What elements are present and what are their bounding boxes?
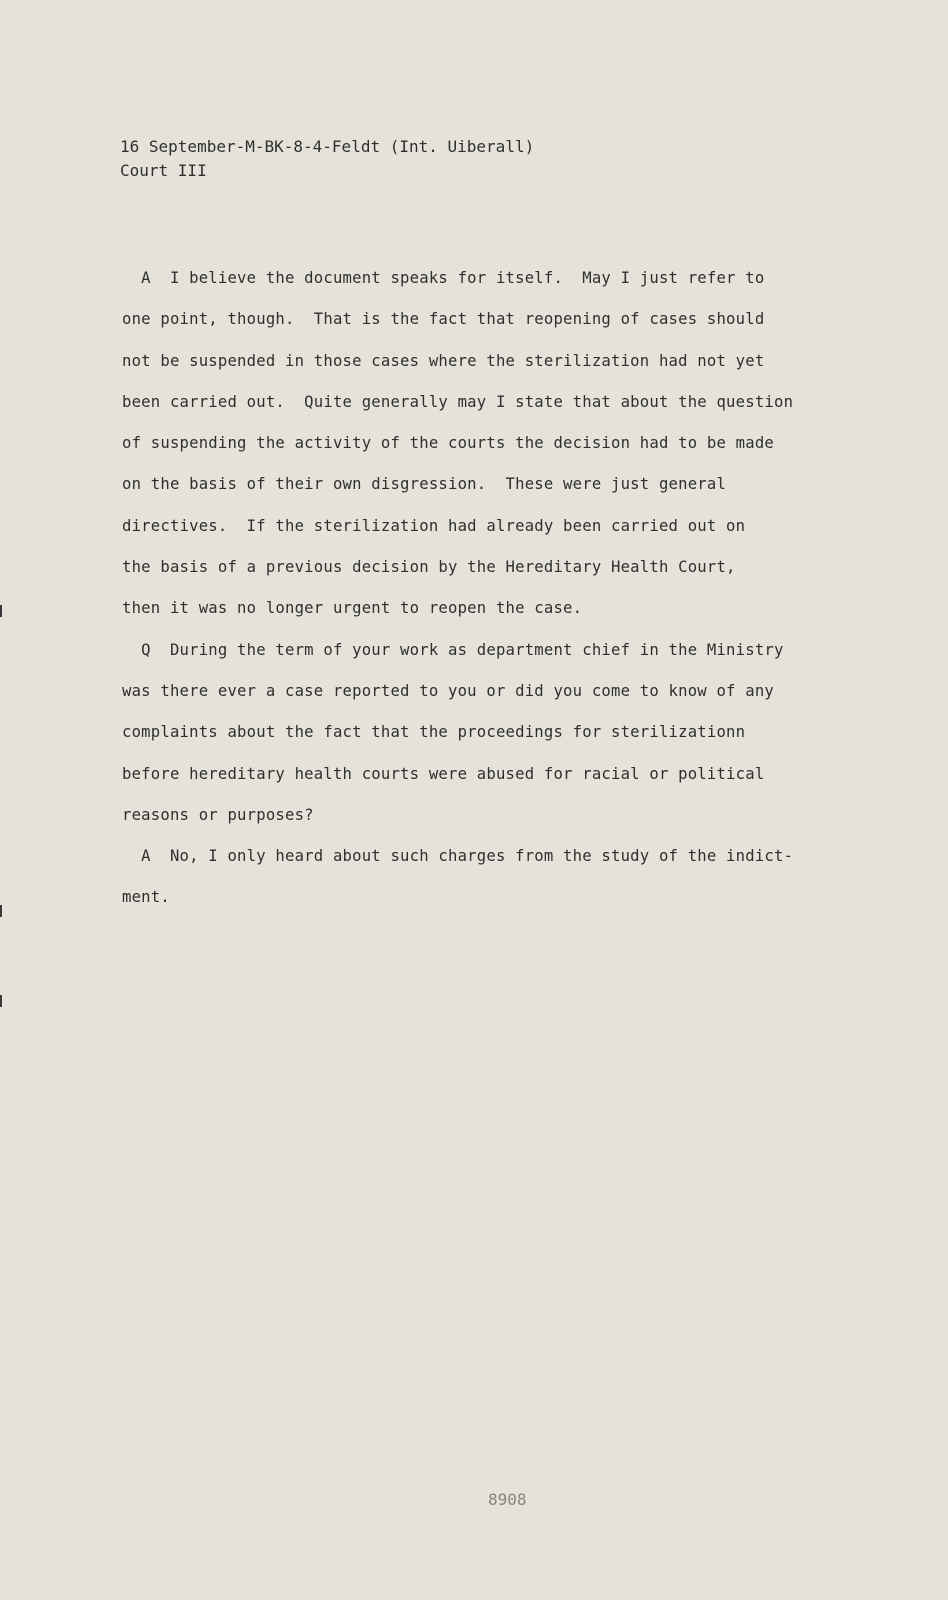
page-number: 8908 — [488, 1490, 527, 1509]
scan-edge-mark — [0, 995, 2, 1007]
text-line: Q During the term of your work as department chief in the Ministry — [122, 640, 784, 659]
scan-edge-mark — [0, 905, 2, 917]
header-session-line: 16 September-M-BK-8-4-Feldt (Int. Uiberall) — [120, 137, 535, 156]
text-line: one point, though. That is the fact that reopening of cases should — [122, 310, 765, 329]
text-line: been carried out. Quite generally may I state that about the question — [122, 392, 794, 411]
text-line: was there ever a case reported to you or did you come to know of any — [122, 681, 774, 700]
text-line: A I believe the document speaks for itself. May I just refer to — [122, 269, 765, 287]
text-line: reasons or purposes? — [122, 805, 314, 824]
text-line: complaints about the fact that the proceedings for sterilizationn — [122, 723, 746, 742]
text-line: then it was no longer urgent to reopen the case. — [122, 599, 583, 618]
text-line: of suspending the activity of the courts the decision had to be made — [122, 434, 774, 453]
text-line: ment. — [122, 888, 170, 907]
text-line: directives. If the sterilization had already been carried out on — [122, 516, 746, 535]
text-line: on the basis of their own disgression. These were just general — [122, 475, 727, 494]
header-court-line: Court III — [120, 161, 207, 180]
scan-edge-mark — [0, 605, 2, 617]
document-header — [120, 135, 534, 183]
text-line: A No, I only heard about such charges from the study of the indict- — [122, 847, 794, 866]
text-line: the basis of a previous decision by the Hereditary Health Court, — [122, 558, 736, 577]
text-line: before hereditary health courts were abused for racial or political — [122, 764, 765, 783]
testimony-body — [122, 258, 842, 919]
text-line: not be suspended in those cases where the sterilization had not yet — [122, 351, 765, 370]
